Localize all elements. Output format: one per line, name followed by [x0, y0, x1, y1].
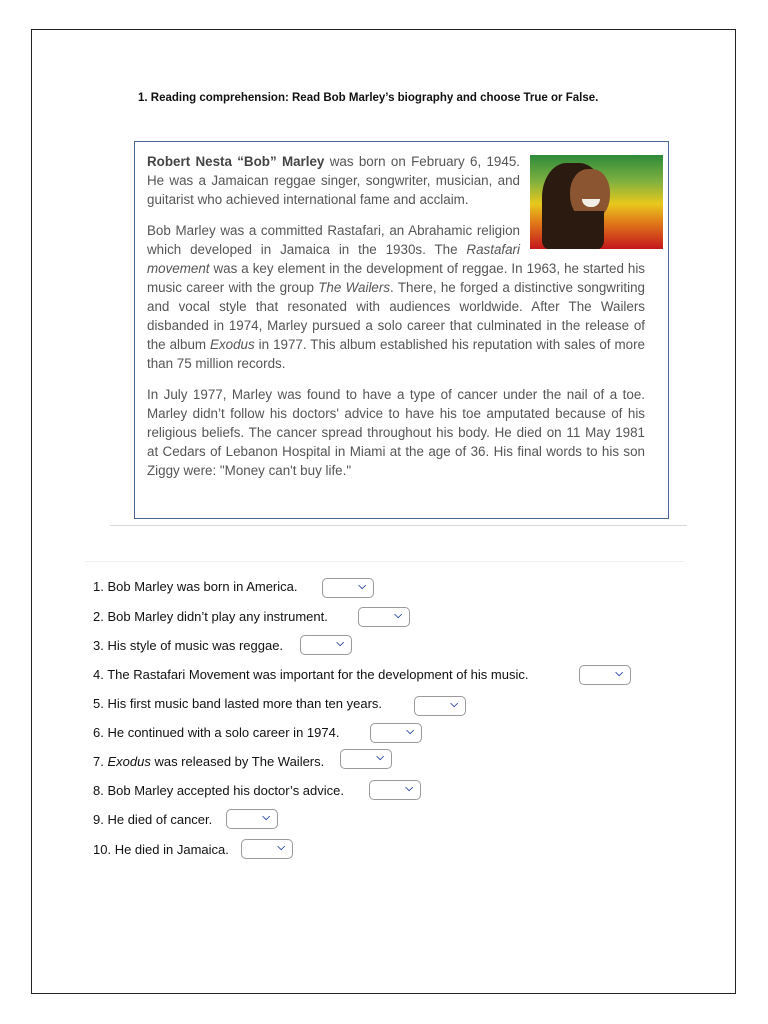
answer-dropdown-2[interactable] [358, 607, 410, 627]
section-divider [110, 525, 687, 526]
chevron-down-icon: ⌵ [277, 842, 285, 853]
chevron-down-icon: ⌵ [336, 638, 344, 649]
question-8: 8. Bob Marley accepted his doctor’s advice. [93, 783, 345, 799]
answer-dropdown-9[interactable] [226, 809, 278, 829]
exercise-heading: 1. Reading comprehension: Read Bob Marley’s biography and choose True or False. [138, 92, 599, 104]
section-divider-faint [85, 561, 685, 562]
answer-dropdown-3[interactable] [300, 635, 352, 655]
answer-dropdown-6[interactable] [370, 723, 422, 743]
question-1: 1. Bob Marley was born in America. [93, 579, 298, 595]
question-4: 4. The Rastafari Movement was important for the development of his music. [93, 667, 529, 683]
answer-dropdown-1[interactable] [322, 578, 374, 598]
answer-dropdown-4[interactable] [579, 665, 631, 685]
question-9: 9. He died of cancer. [93, 812, 213, 828]
bio-paragraph-2: Bob Marley was a committed Rastafari, an Abrahamic religion which developed in Jamaica in the 1930s. The Rastafari movement was a key element in the development of reggae. In 1963, he started his music career with the group The Wailers. There, he forged a distinctive songwriting and vocal style that resonated with audiences worldwide. After The Wailers disbanded in 1974, Marley pursued a solo career that culminated in the release of the album Exodus in 1977. This album established his reputation with sales of more than 75 million records. [147, 223, 645, 371]
biography-box [134, 141, 669, 519]
chevron-down-icon: ⌵ [405, 783, 413, 794]
chevron-down-icon: ⌵ [615, 668, 623, 679]
question-7: 7. Exodus was released by The Wailers. [93, 754, 325, 770]
answer-dropdown-10[interactable] [241, 839, 293, 859]
question-3: 3. His style of music was reggae. [93, 638, 284, 654]
chevron-down-icon: ⌵ [262, 812, 270, 823]
chevron-down-icon: ⌵ [394, 610, 402, 621]
question-10: 10. He died in Jamaica. [93, 842, 229, 858]
answer-dropdown-8[interactable] [369, 780, 421, 800]
bio-paragraph-3: In July 1977, Marley was found to have a type of cancer under the nail of a toe. Marley didn’t follow his doctors' advice to have his toe amputated because of his religious beliefs. The cancer spread throughout his body. He died on 11 May 1981 at Cedars of Lebanon Hospital in Miami at the age of 36. His final words to his son Ziggy were: "Money can't buy life." [147, 387, 645, 478]
question-6: 6. He continued with a solo career in 1974. [93, 725, 340, 741]
answer-dropdown-7[interactable] [340, 749, 392, 769]
biography-text [147, 152, 645, 492]
chevron-down-icon: ⌵ [406, 726, 414, 737]
question-2: 2. Bob Marley didn’t play any instrument. [93, 609, 328, 625]
bob-marley-photo [530, 155, 663, 249]
chevron-down-icon: ⌵ [376, 752, 384, 763]
answer-dropdown-5[interactable] [414, 696, 466, 716]
bio-name: Robert Nesta “Bob” Marley [147, 154, 325, 169]
chevron-down-icon: ⌵ [358, 581, 366, 592]
bio-paragraph-1: Robert Nesta “Bob” Marley was born on February 6, 1945. He was a Jamaican reggae singer, songwriter, musician, and guitarist who achieved international fame and acclaim. [147, 154, 520, 207]
question-5: 5. His first music band lasted more than ten years. [93, 696, 383, 712]
chevron-down-icon: ⌵ [450, 699, 458, 710]
